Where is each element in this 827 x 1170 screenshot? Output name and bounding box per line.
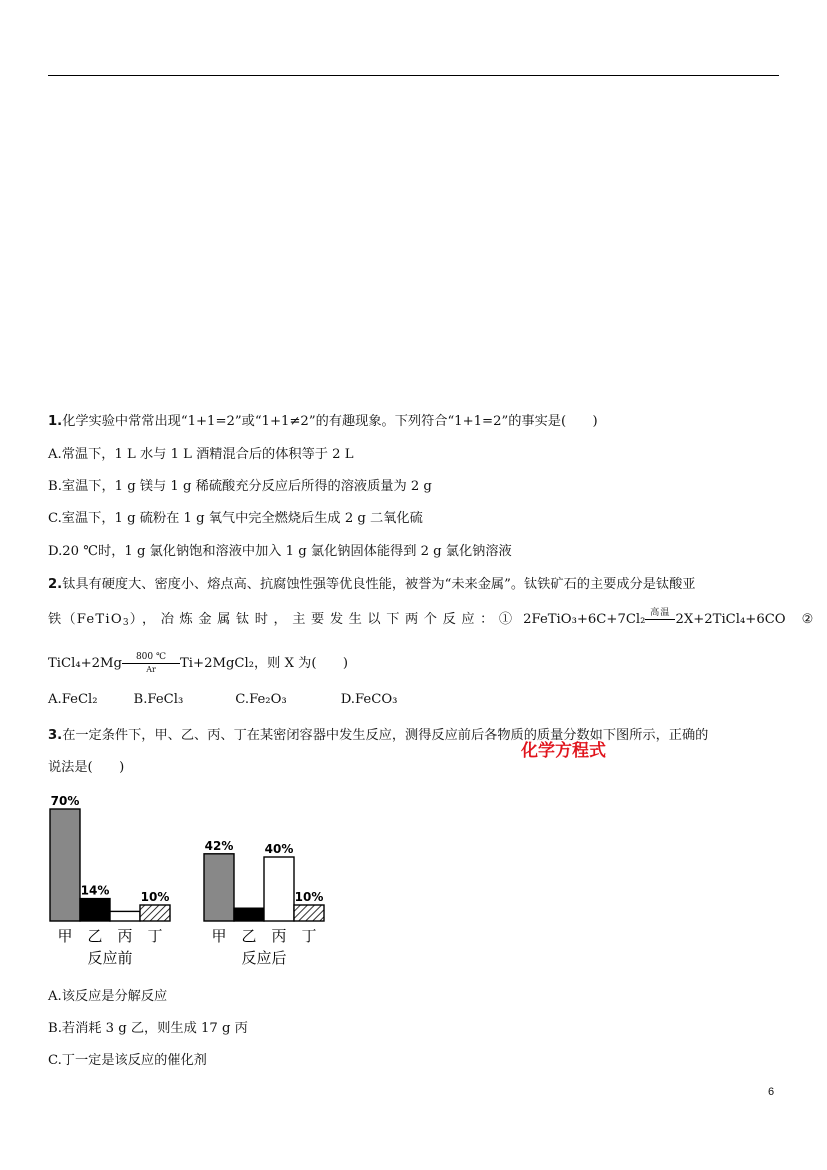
q3-line1: 在一定条件下，甲、乙、丙、丁在某密闭容器中发生反应，测得反应前后各物质的质量分数如下图所示，正确的 [62,728,709,743]
chart-after [204,839,324,967]
category-label-丙: 丙 [117,927,133,945]
q2-tail: ，则 X 为( ) [254,656,348,671]
q2-eq1-right: 2X+2TiCl₄+6CO [675,612,786,627]
q1-option-a: A.常温下，1 L 水与 1 L 酒精混合后的体积等于 2 L [48,447,354,462]
bar-丙 [264,857,294,921]
q2-option-a: A.FeCl₂ [48,692,98,707]
q1-number: 1. [48,414,63,429]
q2-stem-line2: 铁（FeTiO$_3$），冶炼金属钛时，主要发生以下两个反应：① 2FeTiO₃+6C+7Cl₂ 高温 2X+2TiCl₄+6CO ② [48,608,815,631]
q3-option-b: B.若消耗 3 g 乙，则生成 17 g 丙 [48,1021,248,1036]
category-label-甲: 甲 [211,927,227,945]
bar-丙 [110,911,140,921]
q1-option-c: C.室温下，1 g 硫粉在 1 g 氧气中完全燃烧后生成 2 g 二氧化硫 [48,511,423,526]
category-label-丙: 丙 [271,927,287,945]
bar-乙 [80,899,110,921]
q3-number: 3. [48,728,63,743]
data-label-丁: 10% [140,890,170,904]
q3-stem-line1 [48,724,708,743]
bar-丁 [140,905,170,921]
bar-甲 [50,809,80,921]
category-label-丁: 丁 [301,927,317,945]
q2-eq1-cond-top: 高温 [650,608,671,618]
q2-line1: 钛具有硬度大、密度小、熔点高、抗腐蚀性强等优良性能，被誉为“未来金属”。钛铁矿石的主要成分是钛酸亚 [62,577,696,592]
chart-before [50,794,170,967]
q2-eq2-right: Ti+2MgCl₂ [180,656,254,671]
q2-eq2-condition [122,652,180,675]
q3-stem-line2: 说法是( ) [48,760,125,775]
q1-option-b: B.室温下，1 g 镁与 1 g 稀硫酸充分反应后所得的溶液质量为 2 g [48,479,432,494]
bar-乙 [234,908,264,921]
q2-eq2-left: TiCl₄+2Mg [48,656,122,671]
q2-options [48,692,397,707]
page-title: 化学方程式 [521,741,606,761]
q2-stem-line3 [48,652,348,675]
q2-eq1-condition [645,608,675,631]
chart-title: 反应后 [241,949,287,967]
q2-option-b: B.FeCl₃ [133,692,184,707]
category-label-乙: 乙 [87,927,103,945]
q2-eq1-left: 2FeTiO₃+6C+7Cl₂ [523,612,646,627]
q2-line2-mid: ），冶炼金属钛时，主要发生以下两个反应：① [129,612,518,627]
bar-丁 [294,905,324,921]
q1-stem: 化学实验中常常出现“1+1=2”或“1+1≠2”的有趣现象。下列符合“1+1=2”的事实是( ) [62,414,598,429]
q1-option-d: D.20 ℃时，1 g 氯化钠饱和溶液中加入 1 g 氯化钠固体能得到 2 g 氯化钠溶液 [48,544,512,559]
q2-number: 2. [48,577,63,592]
bar-甲 [204,854,234,921]
q2-eq2-cond-bot: Ar [146,665,156,674]
q2-stem-line1 [48,573,695,592]
q3-bar-charts [40,783,340,973]
category-label-甲: 甲 [57,927,73,945]
data-label-丙: 40% [264,842,294,856]
header-rule [48,75,779,76]
category-label-丁: 丁 [147,927,163,945]
page-number: 6 [768,1086,775,1098]
q2-mark2: ② [801,612,815,627]
q2-option-d: D.FeCO₃ [340,692,398,707]
data-label-甲: 70% [50,794,80,808]
data-label-丁: 10% [294,890,324,904]
q3-option-a: A.该反应是分解反应 [48,989,168,1004]
q2-option-c: C.Fe₂O₃ [235,692,287,707]
category-label-乙: 乙 [241,927,257,945]
q2-line2-prefix: 铁（FeTiO [48,612,123,627]
data-label-乙: 14% [80,883,110,898]
data-label-甲: 42% [204,838,234,853]
q3-option-c: C.丁一定是该反应的催化剂 [48,1053,207,1068]
q1-stem-line [48,410,598,429]
chart-title: 反应前 [87,949,133,967]
q2-eq2-cond-top: 800 ℃ [135,652,167,662]
